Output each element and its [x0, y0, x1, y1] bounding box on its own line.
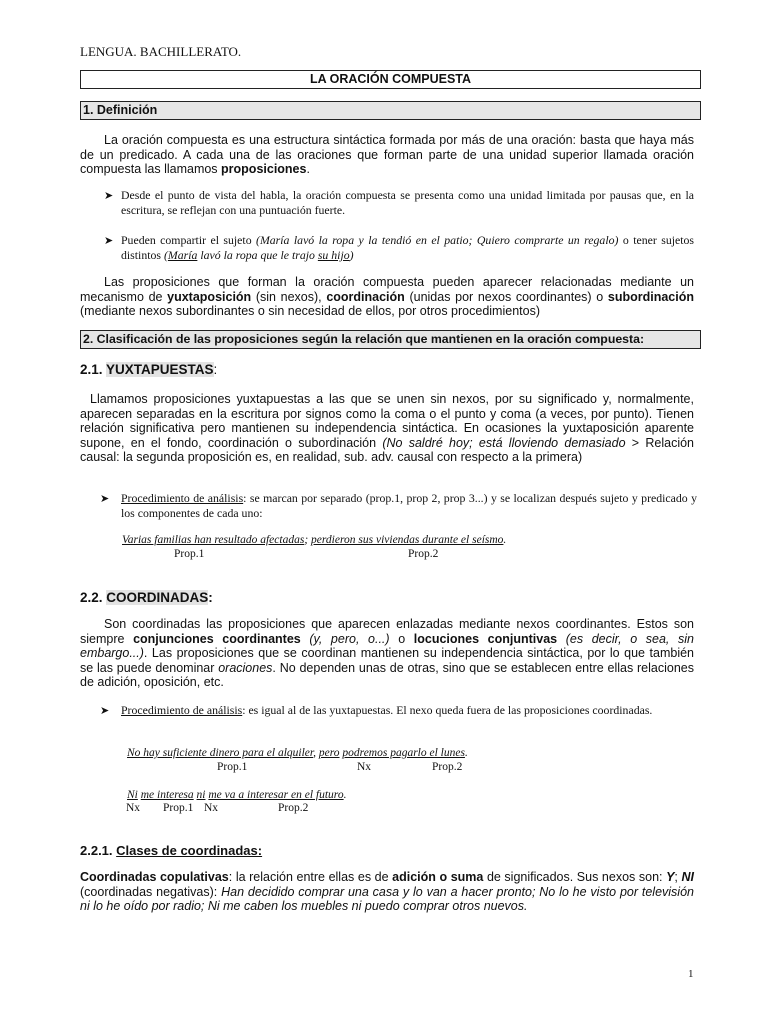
intro-paragraph: La oración compuesta es una estructura sintáctica formada por más de una oración: basta que haya más de un predicado. A cada una de las oraciones que forman parte de una unidad superior llamada oración compuesta las llamamos proposiciones. [80, 133, 694, 177]
clases-heading: 2.2.1. Clases de coordinadas: [80, 843, 263, 858]
yuxtapuestas-heading: 2.1. YUXTAPUESTAS: [80, 362, 218, 377]
section1-heading: 1. Definición [83, 103, 158, 117]
yuxtapuestas-paragraph: Llamamos proposiciones yuxtapuestas a las que se unen sin nexos, por su significado y, normalmente, aparecen separadas en la escritura por signos como la coma o el punto y coma (a veces, por punto). Tienen relación significativa pero mantienen su independencia sintáctica. En ocasiones la yuxtaposición aparente supone, en el fondo, coordinación o subordinación (No saldré hoy; está lloviendo demasiado > Relación causal: la segunda proposición es, en realidad, sub. adv. causal con respecto a la primera) [80, 392, 694, 465]
label-prop1: Prop.1 [174, 548, 205, 560]
label-nx: Nx [126, 802, 141, 814]
bullet-sujeto: Pueden compartir el sujeto (María lavó la ropa y la tendió en el patio; Quiero comprarte un regalo) o tener sujetos distintos (María lavó la ropa que le trajo su hijo) [121, 233, 694, 262]
course-header: LENGUA. BACHILLERATO. [80, 44, 242, 59]
bullet-arrow-icon: ➤ [104, 235, 114, 247]
bullet-habla: Desde el punto de vista del habla, la oración compuesta se presenta como una unidad limitada por pausas que, en la escritura, se reflejan con una puntuación fuerte. [121, 188, 694, 217]
bullet-arrow-icon: ➤ [100, 493, 110, 505]
title-box [80, 70, 701, 89]
label-prop2: Prop.2 [432, 761, 463, 773]
label-prop1: Prop.1 [217, 761, 248, 773]
label-prop2: Prop.2 [408, 548, 439, 560]
coordinadas-example1: No hay suficiente dinero para el alquiler, pero podremos pagarlo el lunes. [127, 747, 468, 759]
coordinadas-heading: 2.2. COORDINADAS: [80, 590, 213, 605]
coordinadas-paragraph: Son coordinadas las proposiciones que aparecen enlazadas mediante nexos coordinantes. Estos son siempre conjunciones coordinantes (y, pero, o...) o locuciones conjuntivas (es decir, o sea, sin embargo...). Las proposiciones que se coordinan mantienen su independencia sintáctica, por lo que también se las puede denominar oraciones. No dependen unas de otras, sino que se establecen entre ellas relaciones de adición, oposición, etc. [80, 617, 695, 690]
yuxtapuestas-procedure: Procedimiento de análisis: se marcan por separado (prop.1, prop 2, prop 3...) y se localizan después sujeto y predicado y los componentes de cada uno: [121, 491, 698, 520]
relations-paragraph: Las proposiciones que forman la oración compuesta pueden aparecer relacionadas mediante un mecanismo de yuxtaposición (sin nexos), coordinación (unidas por nexos coordinantes) o subordinación (mediante nexos subordinantes o sin necesidad de ellos, por otros procedimientos) [80, 275, 694, 319]
label-prop2: Prop.2 [278, 802, 309, 814]
section1-heading-box [80, 101, 701, 120]
copulativas-paragraph: Coordinadas copulativas: la relación entre ellas es de adición o suma de significados. Sus nexos son: Y; NI (coordinadas negativas): Han decidido comprar una casa y lo van a hacer pronto; No lo he visto por televisión ni lo he oído por radio; Ni me caben los muebles ni puedo comprar otros nuevos. [80, 870, 694, 914]
label-nx: Nx [204, 802, 219, 814]
bullet-arrow-icon: ➤ [100, 705, 110, 717]
label-nx: Nx [357, 761, 372, 773]
coordinadas-example2: Ni me interesa ni me va a interesar en el futuro. [127, 789, 347, 801]
page-number: 1 [688, 968, 694, 980]
bullet-arrow-icon: ➤ [104, 190, 114, 202]
page-title: LA ORACIÓN COMPUESTA [309, 72, 472, 86]
section2-heading-box [80, 330, 701, 349]
section2-heading: 2. Clasificación de las proposiciones según la relación que mantienen en la oración compuesta: [83, 332, 645, 346]
yuxtapuestas-example: Varias familias han resultado afectadas; perdieron sus viviendas durante el seísmo. [122, 534, 507, 546]
coordinadas-procedure: Procedimiento de análisis: es igual al de las yuxtapuestas. El nexo queda fuera de las proposiciones coordinadas. [121, 703, 653, 717]
label-prop1: Prop.1 [163, 802, 194, 814]
